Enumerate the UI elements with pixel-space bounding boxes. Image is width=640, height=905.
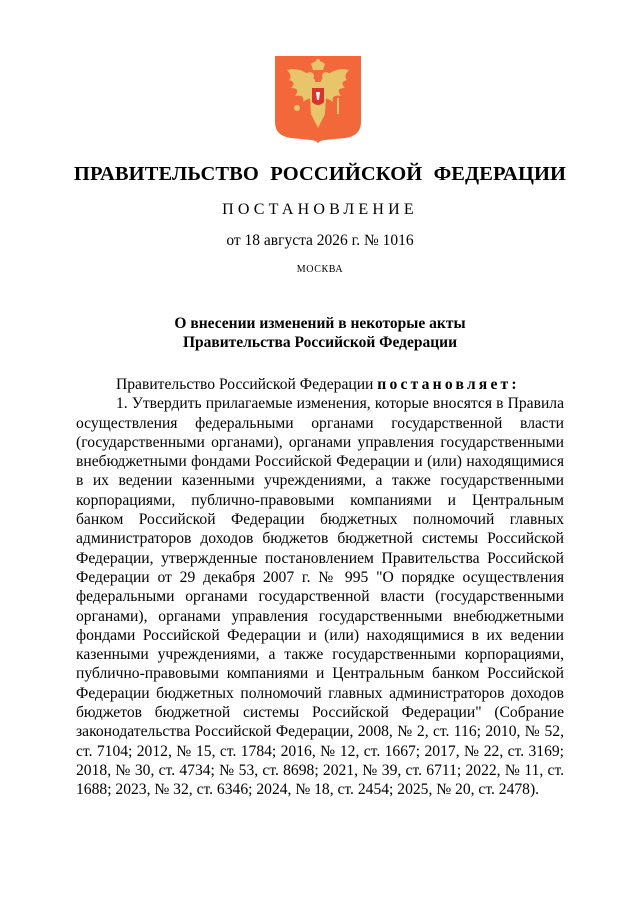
document-subject — [0, 314, 640, 352]
document-city: МОСКВА — [296, 264, 344, 275]
russian-coat-of-arms-icon — [275, 56, 361, 144]
document-body — [76, 375, 564, 800]
document-date-number: от 18 августа 2026 г. № 1016 — [226, 232, 414, 249]
preamble-text: Правительство Российской Федерации — [116, 376, 378, 393]
preamble-paragraph — [76, 375, 564, 394]
document-type: ПОСТАНОВЛЕНИЕ — [222, 201, 418, 218]
preamble-verb: постановляет: — [377, 376, 520, 393]
subject-line-1: О внесении изменений в некоторые акты — [174, 315, 466, 332]
subject-line-2: Правительства Российской Федерации — [182, 334, 458, 351]
item-1-paragraph: 1. Утвердить прилагаемые изменения, которые вносятся в Правила осуществления федеральными органами государственной власти (государственными органами), органами управления государственными внебюджетными фондами Российской Федерации и (или) находящимися в их ведении казенными учреждениями, а также государственными корпорациями, публично-правовыми компаниями и Центральным банком Российской Федерации бюджетных полномочий главных администраторов доходов бюджетов бюджетной системы Российской Федерации, утвержденные постановлением Правительства Российской Федерации от 29 декабря 2007 г. № 995 "О порядке осуществления федеральными органами государственной власти (государственными органами), органами управления государственными внебюджетными фондами Российской Федерации и (или) находящимися в их ведении казенными учреждениями, а также государственными корпорациями, публично-правовыми компаниями и Центральным банком Российской Федерации бюджетных полномочий главных администраторов доходов бюджетов бюджетной системы Российской Федерации" (Собрание законодательства Российской Федерации, 2008, № 2, ст. 116; 2010, № 52, ст. 7104; 2012, № 15, ст. 1784; 2016, № 12, ст. 1667; 2017, № 22, ст. 3169; 2018, № 30, ст. 4734; № 53, ст. 8698; 2021, № 39, ст. 6711; 2022, № 11, ст. 1688; 2023, № 32, ст. 6346; 2024, № 18, ст. 2454; 2025, № 20, ст. 2478). — [76, 395, 564, 799]
government-title: ПРАВИТЕЛЬСТВО РОССИЙСКОЙ ФЕДЕРАЦИИ — [73, 163, 567, 185]
